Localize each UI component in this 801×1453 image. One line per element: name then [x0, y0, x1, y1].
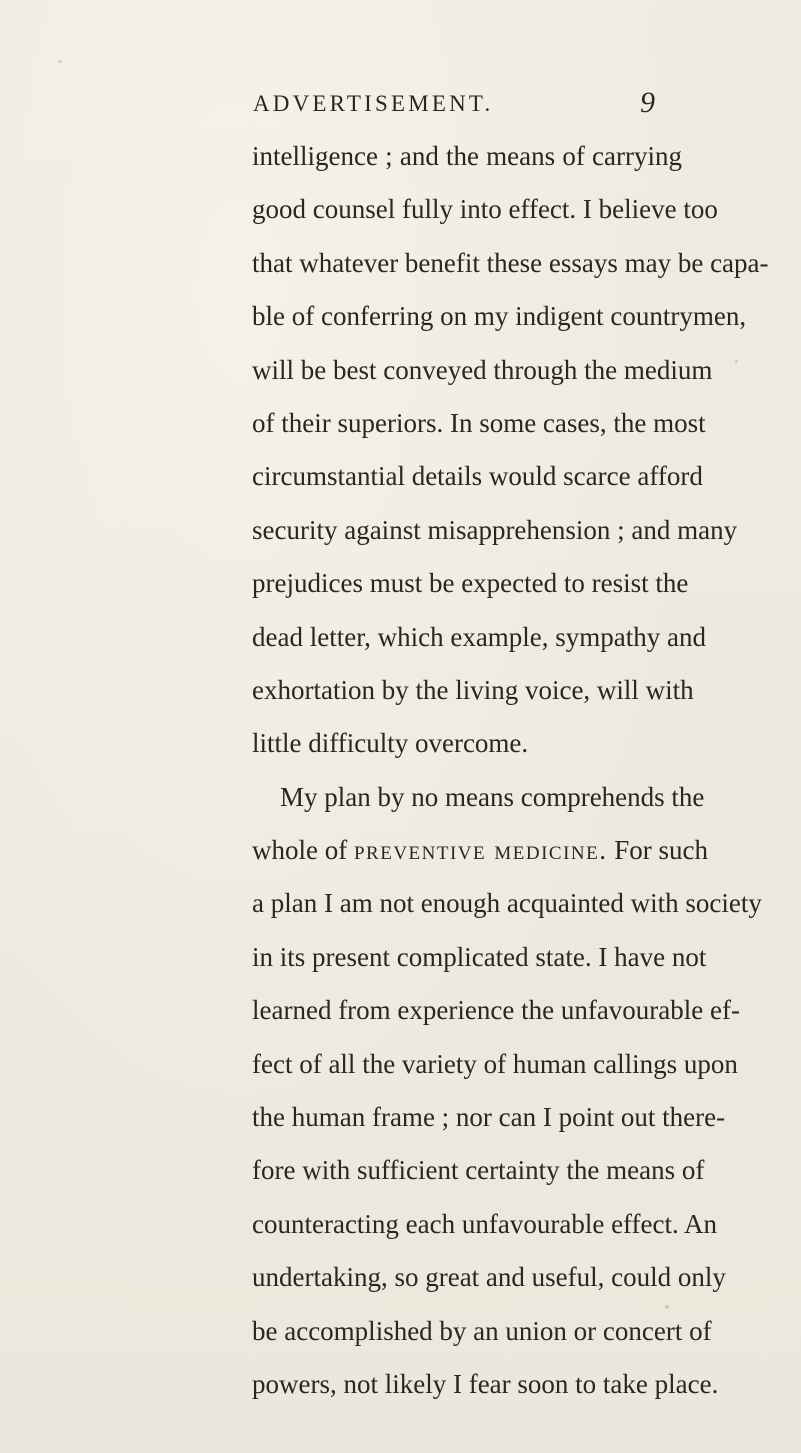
text-line: exhortation by the living voice, will with [252, 674, 694, 705]
text-line: a plan I am not enough acquainted with society [252, 888, 762, 919]
text-line: in its present complicated state. I have not [252, 941, 707, 972]
text-line: that whatever benefit these essays may be capa- [252, 247, 769, 278]
small-caps-phrase: preventive medicine. [353, 835, 608, 866]
text-line: little difficulty overcome. [252, 728, 529, 759]
text-line: learned from experience the unfavourable ef- [252, 995, 740, 1026]
text-line: security against misapprehension ; and many [252, 514, 738, 545]
text-line: fect of all the variety of human callings upon [252, 1048, 738, 1079]
body-text [252, 130, 769, 1411]
running-head: ADVERTISEMENT. [253, 91, 494, 116]
page-header [0, 86, 801, 126]
text-line: good counsel fully into effect. I believe too [252, 194, 718, 225]
page-number: 9 [640, 86, 655, 119]
text-line: counteracting each unfavourable effect. An [252, 1208, 718, 1239]
text-line: be accomplished by an union or concert of [252, 1315, 712, 1346]
text-line: powers, not likely I fear soon to take place. [252, 1368, 719, 1399]
text-line: undertaking, so great and useful, could only [252, 1262, 726, 1293]
paper-speck [58, 60, 62, 63]
text-fragment: For such [607, 835, 709, 866]
text-line: dead letter, which example, sympathy and [252, 621, 707, 652]
text-line: will be best conveyed through the medium [252, 354, 713, 385]
text-line: prejudices must be expected to resist the [252, 568, 689, 599]
text-fragment: whole of [252, 835, 354, 866]
paper-speck [735, 360, 738, 363]
text-line: ble of conferring on my indigent countrymen, [252, 301, 747, 332]
text-line: the human frame ; nor can I point out there- [252, 1102, 726, 1133]
paragraph-start-line: My plan by no means comprehends the [280, 781, 705, 812]
text-line: fore with sufficient certainty the means of [252, 1155, 705, 1186]
text-line: intelligence ; and the means of carrying [252, 141, 682, 171]
text-line [252, 824, 709, 877]
text-line: of their superiors. In some cases, the most [252, 407, 706, 438]
text-line: circumstantial details would scarce afford [252, 461, 703, 492]
